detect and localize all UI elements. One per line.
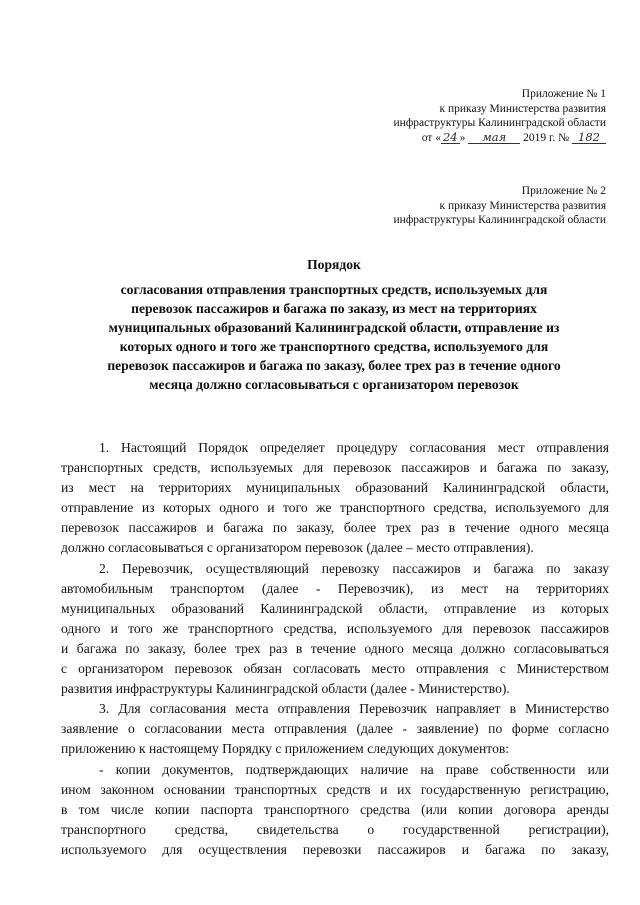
date-prefix: от « bbox=[421, 131, 441, 144]
list-item-line: транспортного средства, свидетельства о государственной регистрации), bbox=[61, 821, 609, 837]
paragraph-1-line: транспортных средств, используемых для перевозок пассажиров и багажа по заказу, bbox=[61, 460, 609, 476]
paragraph-1-line: 1. Настоящий Порядок определяет процедуру согласования мест отправления bbox=[99, 440, 609, 455]
date-day-handwritten: 24 bbox=[442, 129, 458, 144]
title-line: перевозок пассажиров и багажа по заказу, более трех раз в течение одного bbox=[107, 358, 561, 373]
order-number-handwritten: 182 bbox=[572, 131, 606, 144]
list-item-line: в том числе копии паспорта транспортного средства (или копии договора аренды bbox=[61, 801, 609, 817]
list-item-line: - копии документов, подтверждающих наличие на праве собственности или bbox=[99, 761, 609, 777]
appendix-1-header bbox=[394, 87, 606, 145]
document-title bbox=[60, 255, 608, 394]
paragraph-2-line: с организатором перевозок обязан согласовать место отправления с Министерством bbox=[61, 661, 609, 677]
appendix-2-title: Приложение № 2 bbox=[521, 185, 606, 197]
appendix-1-line2: инфраструктуры Калининградской области bbox=[393, 117, 606, 129]
title-line: муниципальных образований Калининградской области, отправление из bbox=[108, 320, 560, 335]
title-line: которых одного и того же транспортного средства, используемого для bbox=[119, 339, 549, 354]
appendix-1-date-line bbox=[394, 131, 606, 146]
paragraph-1-line: отправление из которых одного и того же транспортного средства, используемого для bbox=[61, 500, 609, 516]
appendix-1-title: Приложение № 1 bbox=[521, 88, 606, 100]
paragraph-3-line: 3. Для согласования места отправления Перевозчик направляет в Министерство bbox=[99, 701, 609, 717]
paragraph-3-line: приложению к настоящему Порядку с приложением следующих документов: bbox=[61, 741, 510, 757]
title-line: перевозок пассажиров и багажа по заказу, из мест на территориях bbox=[131, 301, 537, 316]
list-item-line: ином законном основании транспортных средств и их государственную регистрацию, bbox=[61, 781, 609, 797]
paragraph-3-line: заявление о согласовании места отправления (далее - заявление) по форме согласно bbox=[61, 721, 609, 737]
date-mid: » bbox=[459, 131, 466, 144]
paragraph-2-line: одного и того же транспортного средства, используемого для перевозок пассажиров bbox=[61, 620, 609, 636]
date-month-handwritten: мая bbox=[468, 131, 520, 144]
appendix-2-header bbox=[394, 184, 606, 228]
paragraph-2-line: муниципальных образований Калининградской области, отправление из которых bbox=[61, 600, 609, 616]
appendix-2-line1: к приказу Министерства развития bbox=[439, 199, 606, 212]
title-line: месяца должно согласовываться с организатором перевозок bbox=[149, 377, 519, 392]
document-body bbox=[61, 438, 609, 860]
paragraph-2-line: 2. Перевозчик, осуществляющий перевозку пассажиров и багажа по заказу bbox=[99, 560, 609, 576]
paragraph-1-line: перевозок пассажиров и багажа по заказу, более трех раз в течение одного месяца bbox=[61, 520, 609, 536]
paragraph-2-line: автомобильным транспортом (далее - Перевозчик), из мест на территориях bbox=[61, 580, 609, 596]
appendix-1-line1: к приказу Министерства развития bbox=[439, 102, 606, 115]
title-line: согласования отправления транспортных средств, используемых для bbox=[120, 282, 548, 297]
title-heading: Порядок bbox=[307, 257, 361, 272]
appendix-2-line2: инфраструктуры Калининградской области bbox=[393, 214, 606, 226]
paragraph-1-line: должно согласовываться с организатором перевозок (далее – место отправления). bbox=[61, 540, 534, 556]
paragraph-2-line: развития инфраструктуры Калининградской области (далее - Министерство). bbox=[61, 681, 510, 697]
paragraph-1-line: из мест на территориях муниципальных образований Калининградской области, bbox=[61, 480, 609, 496]
date-year: 2019 г. № bbox=[523, 131, 570, 144]
paragraph-2-line: и багажа по заказу, более трех раз в течение одного месяца должно согласовываться bbox=[61, 640, 609, 656]
list-item-line: используемого для осуществления перевозки пассажиров и багажа по заказу, bbox=[61, 841, 609, 857]
